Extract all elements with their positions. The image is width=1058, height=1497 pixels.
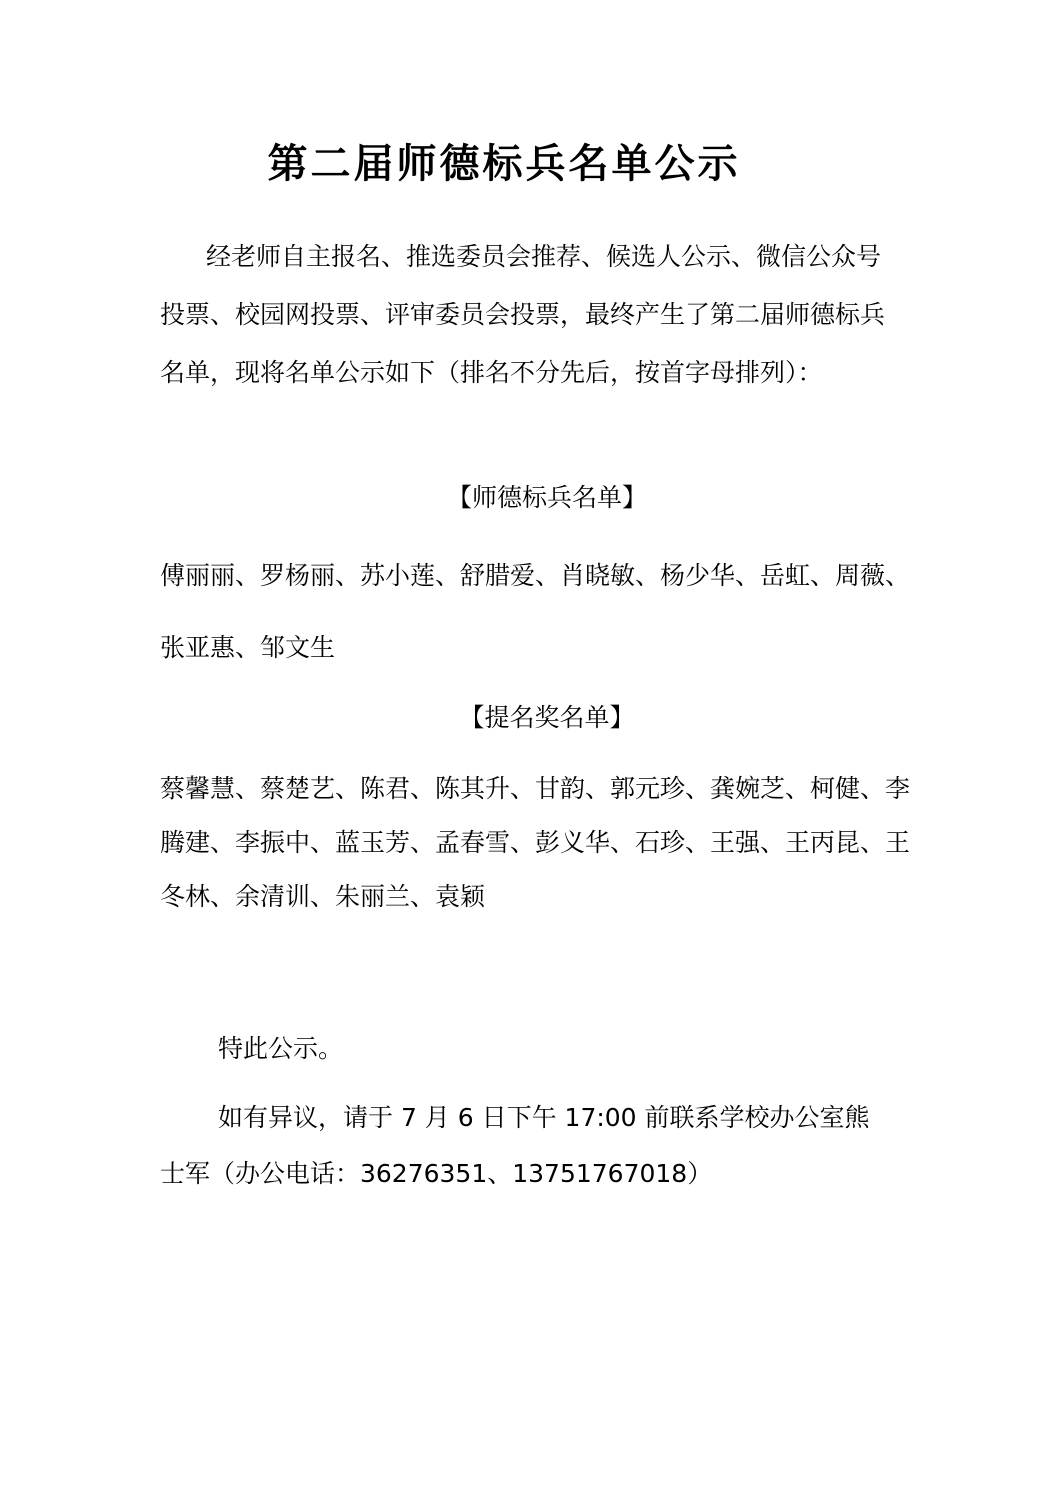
model-teacher-names: 傅丽丽、罗杨丽、苏小莲、舒腊爱、肖晓敏、杨少华、岳虹、周薇、张亚惠、邹文生 — [160, 561, 911, 662]
contact-paragraph: 如有异议，请于 7 月 6 日下午 17:00 前联系学校办公室熊士军（办公电话：36276351、13751767018） — [160, 1103, 870, 1188]
section-heading-nominees: 【提名奖名单】 — [459, 703, 635, 732]
section-heading-model-teachers: 【师德标兵名单】 — [446, 483, 647, 512]
closing-statement: 特此公示。 — [218, 1034, 344, 1063]
nominee-names: 蔡馨慧、蔡楚艺、陈君、陈其升、甘韵、郭元珍、龚婉芝、柯健、李腾建、李振中、蓝玉芳、孟春雪、彭义华、石珍、王强、王丙昆、王冬林、余清训、朱丽兰、袁颖 — [160, 774, 911, 911]
page-title: 第二届师德标兵名单公示 — [267, 141, 741, 187]
intro-paragraph: 经老师自主报名、推选委员会推荐、候选人公示、微信公众号投票、校园网投票、评审委员会投票，最终产生了第二届师德标兵名单，现将名单公示如下（排名不分先后，按首字母排列）： — [160, 242, 886, 387]
